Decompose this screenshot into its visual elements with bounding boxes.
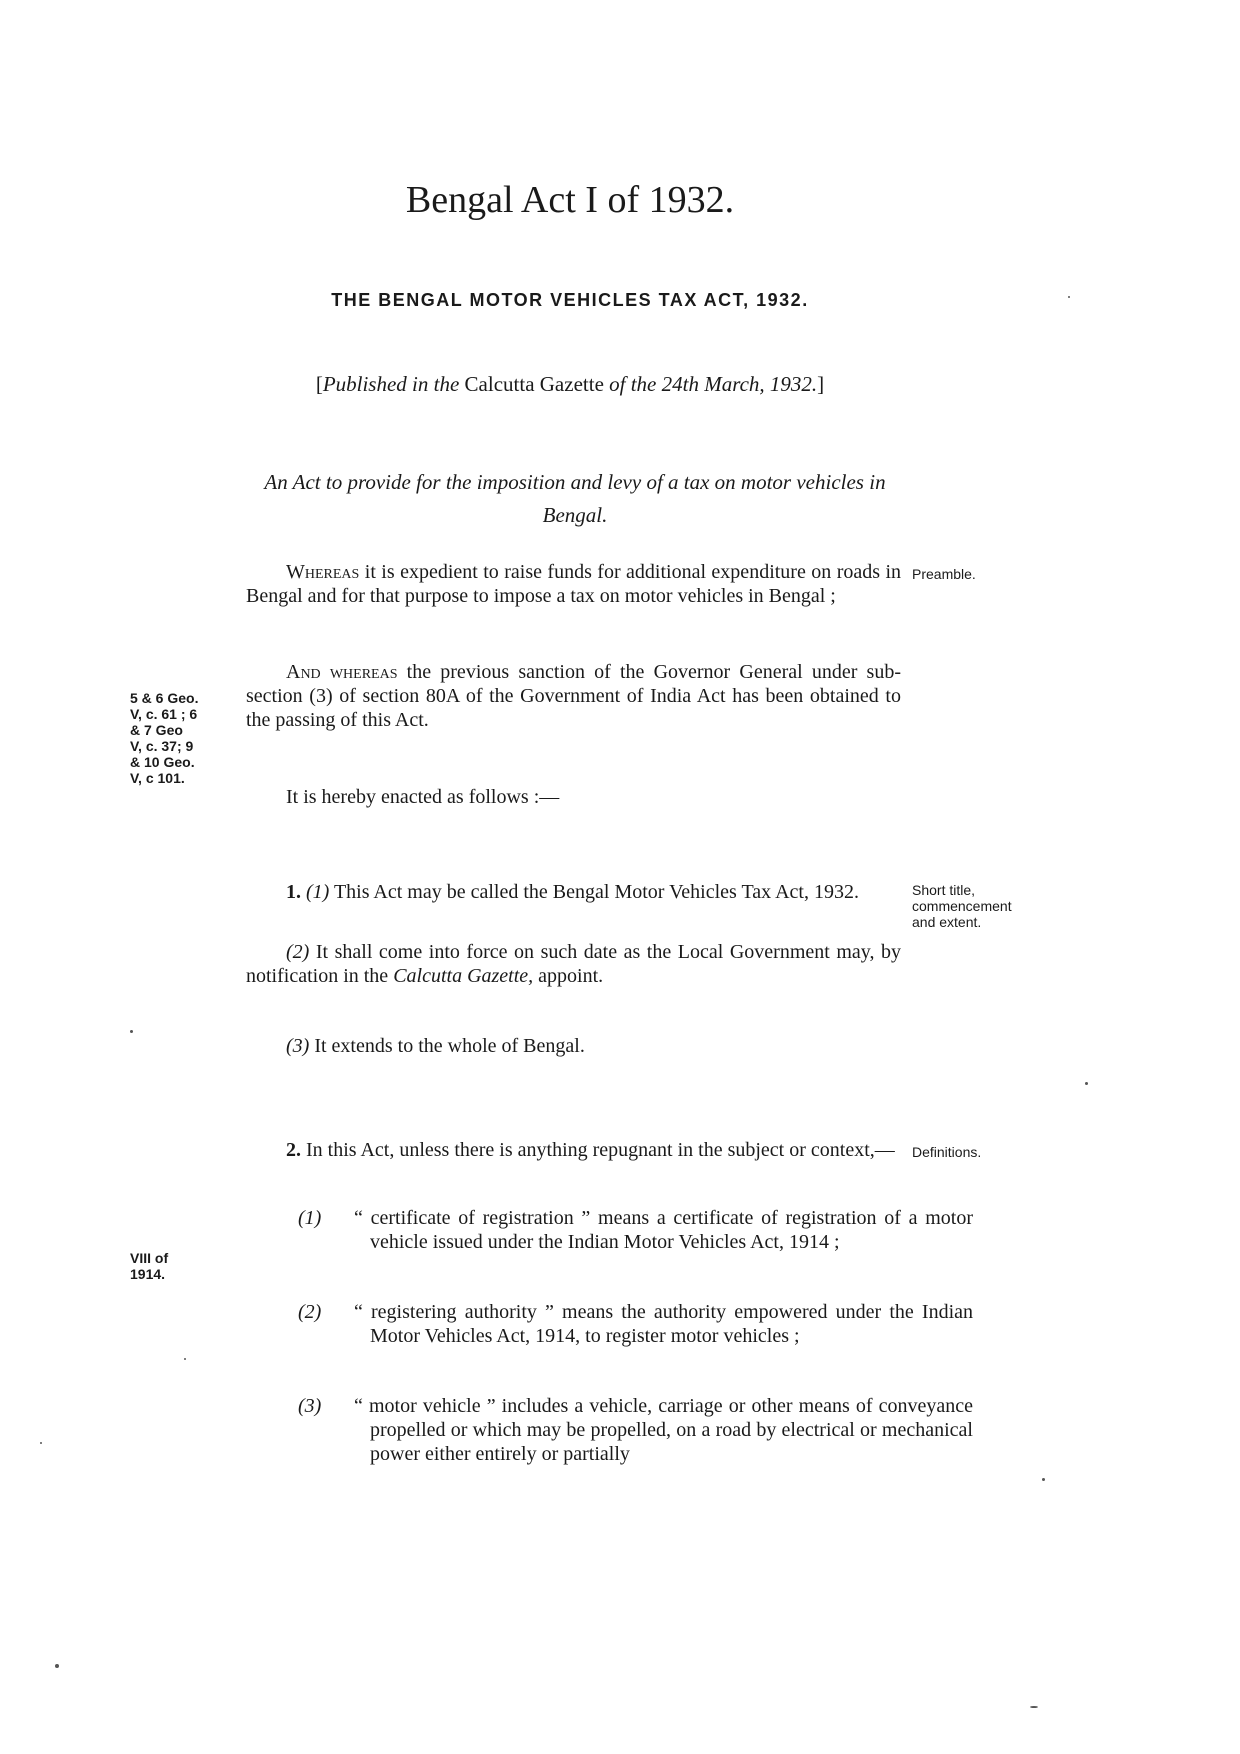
section-2-number: 2. (286, 1139, 301, 1161)
scan-speck (184, 1358, 186, 1360)
section-2-intro (246, 1138, 901, 1162)
statute-ref-line: V, c. 61 ; 6 (130, 706, 198, 722)
whereas-text: it is expedient to raise funds for additional expenditure on roads in Bengal and for that purpose to impose a tax on motor vehicles in Bengal ; (246, 561, 901, 607)
preamble-and-whereas (246, 660, 901, 732)
scan-speck (55, 1664, 59, 1668)
definition-item (298, 1300, 973, 1348)
publication-note (0, 372, 1140, 397)
gazette-name: Calcutta Gazette (464, 372, 604, 396)
preamble-whereas (246, 560, 901, 608)
sub-3-number: (3) (286, 1035, 310, 1057)
enacting-clause: It is hereby enacted as follows :— (286, 786, 560, 808)
section-1-sub-2 (246, 940, 901, 988)
sub-2-text-b: appoint. (538, 965, 604, 987)
act-short-title: THE BENGAL MOTOR VEHICLES TAX ACT, 1932. (331, 290, 809, 310)
sub-1-text: This Act may be called the Bengal Motor Vehicles Tax Act, 1932. (333, 881, 859, 903)
section-2-intro-text: In this Act, unless there is anything repugnant in the subject or context,— (306, 1139, 895, 1161)
sub-3-text: It extends to the whole of Bengal. (314, 1035, 585, 1057)
scan-speck (40, 1442, 42, 1444)
definition-item (298, 1394, 973, 1466)
definition-text: “ registering authority ” means the authority empowered under the Indian Motor Vehicles Act, 1914, to register motor vehicles ; (354, 1301, 973, 1347)
section-1-sub-3 (246, 1034, 901, 1058)
statute-ref-line: 5 & 6 Geo. (130, 690, 199, 706)
definition-item (298, 1206, 973, 1254)
short-title-note-line: commencement (912, 898, 1012, 914)
margin-note-short-title (912, 882, 1062, 930)
and-whereas-word: And whereas (286, 661, 398, 683)
bracket-close: ] (817, 372, 825, 396)
statute-ref-line: V, c 101. (130, 770, 185, 786)
sub-2-gazette: Calcutta Gazette, (393, 965, 534, 987)
margin-note-statute-ref (130, 690, 234, 786)
statute-ref-line: V, c. 37; 9 (130, 738, 194, 754)
sub-2-number: (2) (286, 941, 310, 963)
published-date: of the 24th March, 1932. (609, 372, 818, 396)
long-title: An Act to provide for the imposition and levy of a tax on motor vehicles in Bengal. (264, 470, 886, 527)
scan-speck (1068, 296, 1070, 298)
margin-note-preamble: Preamble. (912, 566, 976, 582)
scan-speck (130, 1030, 133, 1033)
whereas-word: Whereas (286, 561, 360, 583)
definition-text: “ motor vehicle ” includes a vehicle, carriage or other means of conveyance propelled or which may be propelled, on a road by electrical or mechanical power either entirely or partially (354, 1395, 973, 1465)
margin-note-definitions: Definitions. (912, 1144, 982, 1160)
bracket-open: [ (315, 372, 323, 396)
scan-speck (1042, 1478, 1045, 1481)
section-1-sub-1 (246, 880, 901, 904)
and-whereas-text: the previous sanction of the Governor General under sub-section (3) of section 80A of the Government of India Act has been obtained to the passing of this Act. (246, 661, 902, 731)
section-1-number: 1. (286, 881, 301, 903)
sub-1-number: (1) (306, 881, 330, 903)
margin-note-act-ref (130, 1250, 234, 1282)
act-ref-line: VIII of (130, 1250, 169, 1266)
short-title-note-line: and extent. (912, 914, 982, 930)
act-title: Bengal Act I of 1932. (405, 179, 735, 221)
scan-speck (1085, 1082, 1088, 1085)
definition-number: (2) (298, 1301, 322, 1323)
statute-ref-line: & 7 Geo (130, 722, 183, 738)
definition-number: (1) (298, 1207, 322, 1229)
published-prefix: Published in the (322, 372, 460, 396)
short-title-note-line: Short title, (912, 882, 976, 898)
act-ref-line: 1914. (130, 1266, 166, 1282)
statute-ref-line: & 10 Geo. (130, 754, 195, 770)
definition-text: “ certificate of registration ” means a certificate of registration of a motor vehicle issued under the Indian Motor Vehicles Act, 1914 ; (354, 1207, 973, 1253)
definition-number: (3) (298, 1395, 322, 1417)
scan-speck (1030, 1706, 1038, 1708)
sub-2-text-a: It shall come into force on such date as the Local Government may, by notification in the (246, 941, 902, 987)
